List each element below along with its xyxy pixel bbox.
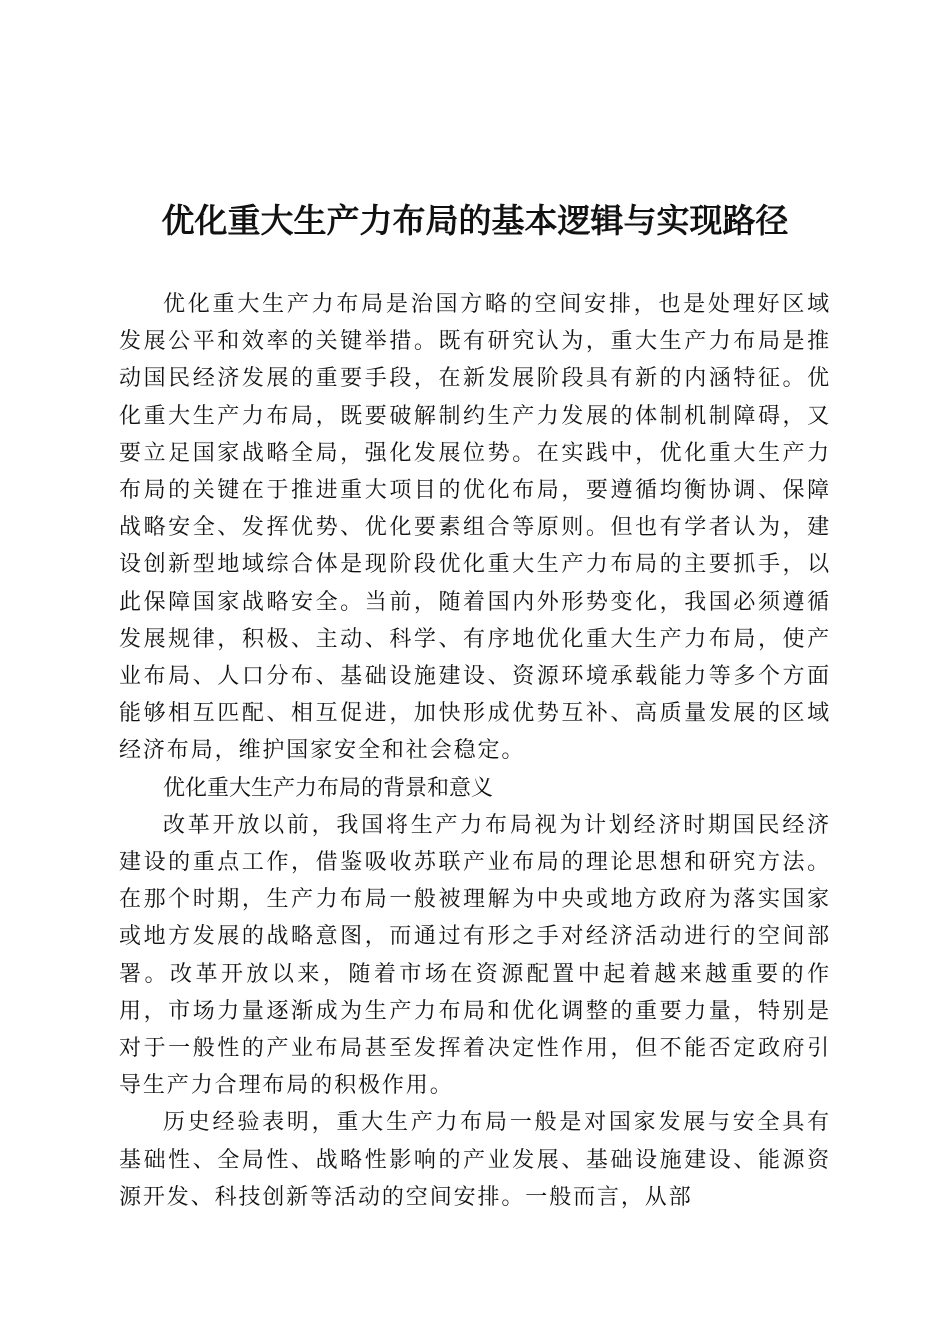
document-title: 优化重大生产力布局的基本逻辑与实现路径 — [161, 201, 789, 240]
section-heading: 优化重大生产力布局的背景和意义 — [163, 775, 494, 801]
paragraph-experience: 历史经验表明，重大生产力布局一般是对国家发展与安全具有基础性、全局性、战略性影响的产业发展、基础设施建设、能源资源开发、科技创新等活动的空间安排。一般而言，从部 — [119, 1110, 831, 1210]
paragraph-history: 改革开放以前，我国将生产力布局视为计划经济时期国民经济建设的重点工作，借鉴吸收苏联产业布局的理论思想和研究方法。在那个时期，生产力布局一般被理解为中央或地方政府为落实国家或地方发展的战略意图，而通过有形之手对经济活动进行的空间部署。改革开放以来，随着市场在资源配置中起着越来越重要的作用，市场力量逐渐成为生产力布局和优化调整的重要力量，特别是对于一般性的产业布局甚至发挥着决定性作用，但不能否定政府引导生产力合理布局的积极作用。 — [119, 812, 831, 1099]
document-body — [119, 286, 831, 1216]
paragraph-intro: 优化重大生产力布局是治国方略的空间安排，也是处理好区域发展公平和效率的关键举措。既有研究认为，重大生产力布局是推动国民经济发展的重要手段，在新发展阶段具有新的内涵特征。优化重大生产力布局，既要破解制约生产力发展的体制机制障碍，又要立足国家战略全局，强化发展位势。在实践中，优化重大生产力布局的关键在于推进重大项目的优化布局，要遵循均衡协调、保障战略安全、发挥优势、优化要素组合等原则。但也有学者认为，建设创新型地域综合体是现阶段优化重大生产力布局的主要抓手，以此保障国家战略安全。当前，随着国内外形势变化，我国必须遵循发展规律，积极、主动、科学、有序地优化重大生产力布局，使产业布局、人口分布、基础设施建设、资源环境承载能力等多个方面能够相互匹配、相互促进，加快形成优势互补、高质量发展的区域经济布局，维护国家安全和社会稳定。 — [119, 292, 831, 764]
